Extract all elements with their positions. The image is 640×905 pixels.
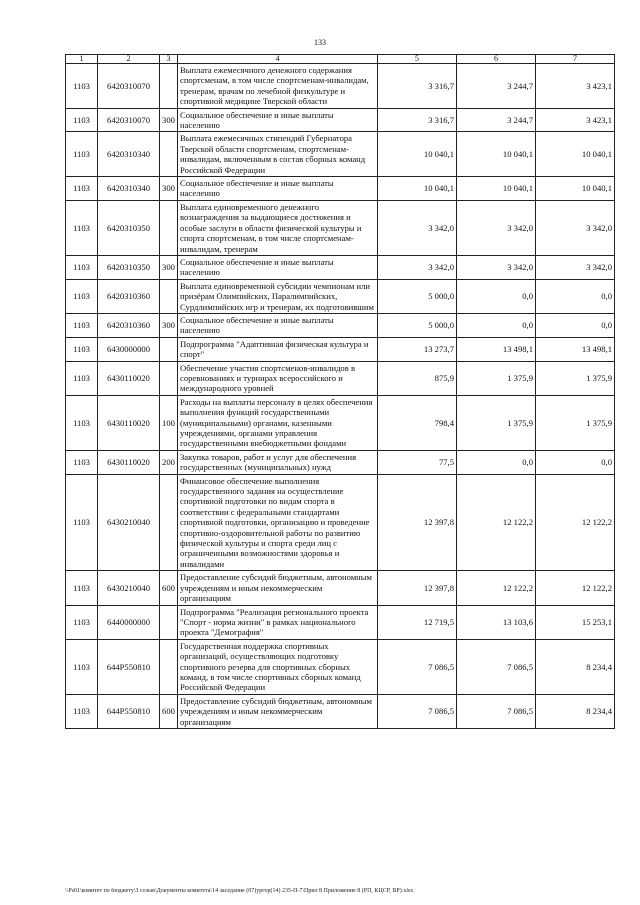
amount-year1-cell: 7 086,5 [378, 694, 457, 728]
expense-type-cell [160, 279, 178, 313]
expense-type-cell: 100 [160, 395, 178, 450]
amount-year1-cell: 3 342,0 [378, 200, 457, 255]
section-code-cell: 1103 [66, 639, 98, 694]
section-code-cell: 1103 [66, 694, 98, 728]
amount-year2-cell: 10 040,1 [457, 132, 536, 177]
table-row [66, 177, 615, 201]
table-row [66, 255, 615, 279]
table-row [66, 337, 615, 361]
amount-year2-cell: 1 375,9 [457, 395, 536, 450]
column-header-3: 3 [160, 55, 178, 64]
section-code-cell: 1103 [66, 450, 98, 474]
amount-year3-cell: 10 040,1 [536, 132, 615, 177]
table-row [66, 108, 615, 132]
description-cell: Выплата ежемесячного денежного содержания спортсменам, в том числе спортсменам-инвалидам, тренерам, врачам по лечебной физкультуре и спортивной медицине Тверской области [178, 64, 378, 109]
amount-year3-cell: 8 234,4 [536, 694, 615, 728]
expense-type-cell [160, 361, 178, 395]
expense-type-cell [160, 337, 178, 361]
header-row [66, 55, 615, 64]
section-code-cell: 1103 [66, 361, 98, 395]
expense-type-cell: 600 [160, 694, 178, 728]
target-article-cell: 6420310360 [98, 279, 160, 313]
amount-year1-cell: 12 397,8 [378, 571, 457, 605]
expense-type-cell: 300 [160, 313, 178, 337]
section-code-cell: 1103 [66, 200, 98, 255]
amount-year2-cell: 13 498,1 [457, 337, 536, 361]
section-code-cell: 1103 [66, 571, 98, 605]
amount-year3-cell: 1 375,9 [536, 395, 615, 450]
target-article-cell: 644P550810 [98, 639, 160, 694]
amount-year1-cell: 798,4 [378, 395, 457, 450]
amount-year1-cell: 12 719,5 [378, 605, 457, 639]
budget-table [65, 54, 615, 729]
amount-year2-cell: 13 103,6 [457, 605, 536, 639]
target-article-cell: 6420310350 [98, 200, 160, 255]
section-code-cell: 1103 [66, 313, 98, 337]
amount-year3-cell: 0,0 [536, 313, 615, 337]
amount-year3-cell: 15 253,1 [536, 605, 615, 639]
amount-year3-cell: 12 122,2 [536, 474, 615, 571]
file-path-footer: \\Ps01\комитет по бюджету\3 созыв\Документы комитета\14 заседание (07)ургор(14) 235-П-7\Прил 8 Приложение 8 (РП, КЦСР, ВР).xlsx [65, 888, 414, 894]
description-cell: Социальное обеспечение и иные выплаты населению [178, 255, 378, 279]
amount-year2-cell: 7 086,5 [457, 639, 536, 694]
amount-year1-cell: 3 316,7 [378, 64, 457, 109]
description-cell: Социальное обеспечение и иные выплаты населению [178, 313, 378, 337]
description-cell: Расходы на выплаты персоналу в целях обеспечения выполнения функций государственными (муниципальными) органами, казенными учреждениями, органами управления государственными внебюджетными фондами [178, 395, 378, 450]
expense-type-cell: 300 [160, 108, 178, 132]
section-code-cell: 1103 [66, 474, 98, 571]
amount-year1-cell: 13 273,7 [378, 337, 457, 361]
section-code-cell: 1103 [66, 177, 98, 201]
page-number: 133 [314, 38, 326, 47]
section-code-cell: 1103 [66, 337, 98, 361]
table-row [66, 474, 615, 571]
amount-year3-cell: 3 423,1 [536, 64, 615, 109]
description-cell: Выплата единовременного денежного вознаграждения за выдающиеся достижения и особые заслуги в области физической культуры и спорта спортсменам, в том числе спортсменам-инвалидам, тренерам [178, 200, 378, 255]
amount-year3-cell: 3 342,0 [536, 200, 615, 255]
table-row [66, 450, 615, 474]
amount-year2-cell: 7 086,5 [457, 694, 536, 728]
expense-type-cell [160, 639, 178, 694]
description-cell: Обеспечение участия спортсменов-инвалидов в соревнованиях и турнирах всероссийского и международного уровней [178, 361, 378, 395]
amount-year2-cell: 0,0 [457, 450, 536, 474]
description-cell: Финансовое обеспечение выполнения государственного задания на осуществление спортивной подготовки по видам спорта в соответствии с федеральными стандартами спортивной подготовки, организацию и проведение спортивно-оздоровительной работы по развитию физической культуры и спорта среди лиц с ограниченными возможностями здоровья и инвалидами [178, 474, 378, 571]
description-cell: Предоставление субсидий бюджетным, автономным учреждениям и иным некоммерческим организациям [178, 694, 378, 728]
expense-type-cell: 200 [160, 450, 178, 474]
column-header-7: 7 [536, 55, 615, 64]
target-article-cell: 6420310350 [98, 255, 160, 279]
amount-year2-cell: 10 040,1 [457, 177, 536, 201]
amount-year3-cell: 1 375,9 [536, 361, 615, 395]
amount-year2-cell: 3 342,0 [457, 200, 536, 255]
target-article-cell: 6420310070 [98, 108, 160, 132]
section-code-cell: 1103 [66, 279, 98, 313]
description-cell: Предоставление субсидий бюджетным, автономным учреждениям и иным некоммерческим организациям [178, 571, 378, 605]
target-article-cell: 6420310360 [98, 313, 160, 337]
amount-year1-cell: 12 397,8 [378, 474, 457, 571]
amount-year3-cell: 13 498,1 [536, 337, 615, 361]
amount-year1-cell: 10 040,1 [378, 177, 457, 201]
amount-year2-cell: 1 375,9 [457, 361, 536, 395]
amount-year3-cell: 3 342,0 [536, 255, 615, 279]
amount-year2-cell: 12 122,2 [457, 571, 536, 605]
amount-year1-cell: 10 040,1 [378, 132, 457, 177]
amount-year3-cell: 12 122,2 [536, 571, 615, 605]
amount-year1-cell: 77,5 [378, 450, 457, 474]
amount-year1-cell: 7 086,5 [378, 639, 457, 694]
target-article-cell: 6430000000 [98, 337, 160, 361]
table-row [66, 361, 615, 395]
amount-year1-cell: 875,9 [378, 361, 457, 395]
table-row [66, 395, 615, 450]
amount-year2-cell: 0,0 [457, 279, 536, 313]
expense-type-cell [160, 605, 178, 639]
amount-year2-cell: 3 244,7 [457, 108, 536, 132]
amount-year2-cell: 3 342,0 [457, 255, 536, 279]
table-row [66, 132, 615, 177]
expense-type-cell [160, 200, 178, 255]
amount-year2-cell: 0,0 [457, 313, 536, 337]
amount-year3-cell: 0,0 [536, 450, 615, 474]
description-cell: Выплата ежемесячных стипендий Губернатора Тверской области спортсменам, спортсменам-инвалидам, включенным в состав сборных команд Российской Федерации [178, 132, 378, 177]
description-cell: Подпрограмма "Адаптивная физическая культура и спорт" [178, 337, 378, 361]
section-code-cell: 1103 [66, 395, 98, 450]
column-header-4: 4 [178, 55, 378, 64]
target-article-cell: 6430110020 [98, 450, 160, 474]
amount-year3-cell: 3 423,1 [536, 108, 615, 132]
column-header-1: 1 [66, 55, 98, 64]
table-row [66, 639, 615, 694]
expense-type-cell: 300 [160, 177, 178, 201]
expense-type-cell: 300 [160, 255, 178, 279]
section-code-cell: 1103 [66, 605, 98, 639]
target-article-cell: 6430110020 [98, 395, 160, 450]
expense-type-cell: 600 [160, 571, 178, 605]
table-row [66, 605, 615, 639]
table-row [66, 279, 615, 313]
section-code-cell: 1103 [66, 64, 98, 109]
amount-year3-cell: 0,0 [536, 279, 615, 313]
table-row [66, 694, 615, 728]
description-cell: Подпрограмма "Реализация регионального проекта "Спорт - норма жизни" в рамках национального проекта "Демография" [178, 605, 378, 639]
target-article-cell: 644P550810 [98, 694, 160, 728]
amount-year3-cell: 10 040,1 [536, 177, 615, 201]
table-row [66, 313, 615, 337]
section-code-cell: 1103 [66, 255, 98, 279]
target-article-cell: 6420310070 [98, 64, 160, 109]
amount-year1-cell: 3 342,0 [378, 255, 457, 279]
column-header-5: 5 [378, 55, 457, 64]
amount-year1-cell: 5 000,0 [378, 313, 457, 337]
target-article-cell: 6420310340 [98, 177, 160, 201]
amount-year2-cell: 12 122,2 [457, 474, 536, 571]
target-article-cell: 6430210040 [98, 474, 160, 571]
target-article-cell: 6420310340 [98, 132, 160, 177]
column-header-2: 2 [98, 55, 160, 64]
description-cell: Социальное обеспечение и иные выплаты населению [178, 108, 378, 132]
section-code-cell: 1103 [66, 108, 98, 132]
amount-year3-cell: 8 234,4 [536, 639, 615, 694]
description-cell: Социальное обеспечение и иные выплаты населению [178, 177, 378, 201]
table-row [66, 64, 615, 109]
column-header-6: 6 [457, 55, 536, 64]
table-body [66, 64, 615, 729]
description-cell: Выплата единовременной субсидии чемпионам или призёрам Олимпийских, Паралимпийских, Сурдлимпийских игр и тренерам, их подготовившим [178, 279, 378, 313]
target-article-cell: 6430110020 [98, 361, 160, 395]
expense-type-cell [160, 132, 178, 177]
description-cell: Закупка товаров, работ и услуг для обеспечения государственных (муниципальных) нужд [178, 450, 378, 474]
expense-type-cell [160, 64, 178, 109]
table-row [66, 571, 615, 605]
table-row [66, 200, 615, 255]
section-code-cell: 1103 [66, 132, 98, 177]
target-article-cell: 6440000000 [98, 605, 160, 639]
description-cell: Государственная поддержка спортивных организаций, осуществляющих подготовку спортивного резерва для спортивных сборных команд, в том числе спортивных сборных команд Российской Федерации [178, 639, 378, 694]
expense-type-cell [160, 474, 178, 571]
amount-year1-cell: 3 316,7 [378, 108, 457, 132]
amount-year1-cell: 5 000,0 [378, 279, 457, 313]
amount-year2-cell: 3 244,7 [457, 64, 536, 109]
target-article-cell: 6430210040 [98, 571, 160, 605]
